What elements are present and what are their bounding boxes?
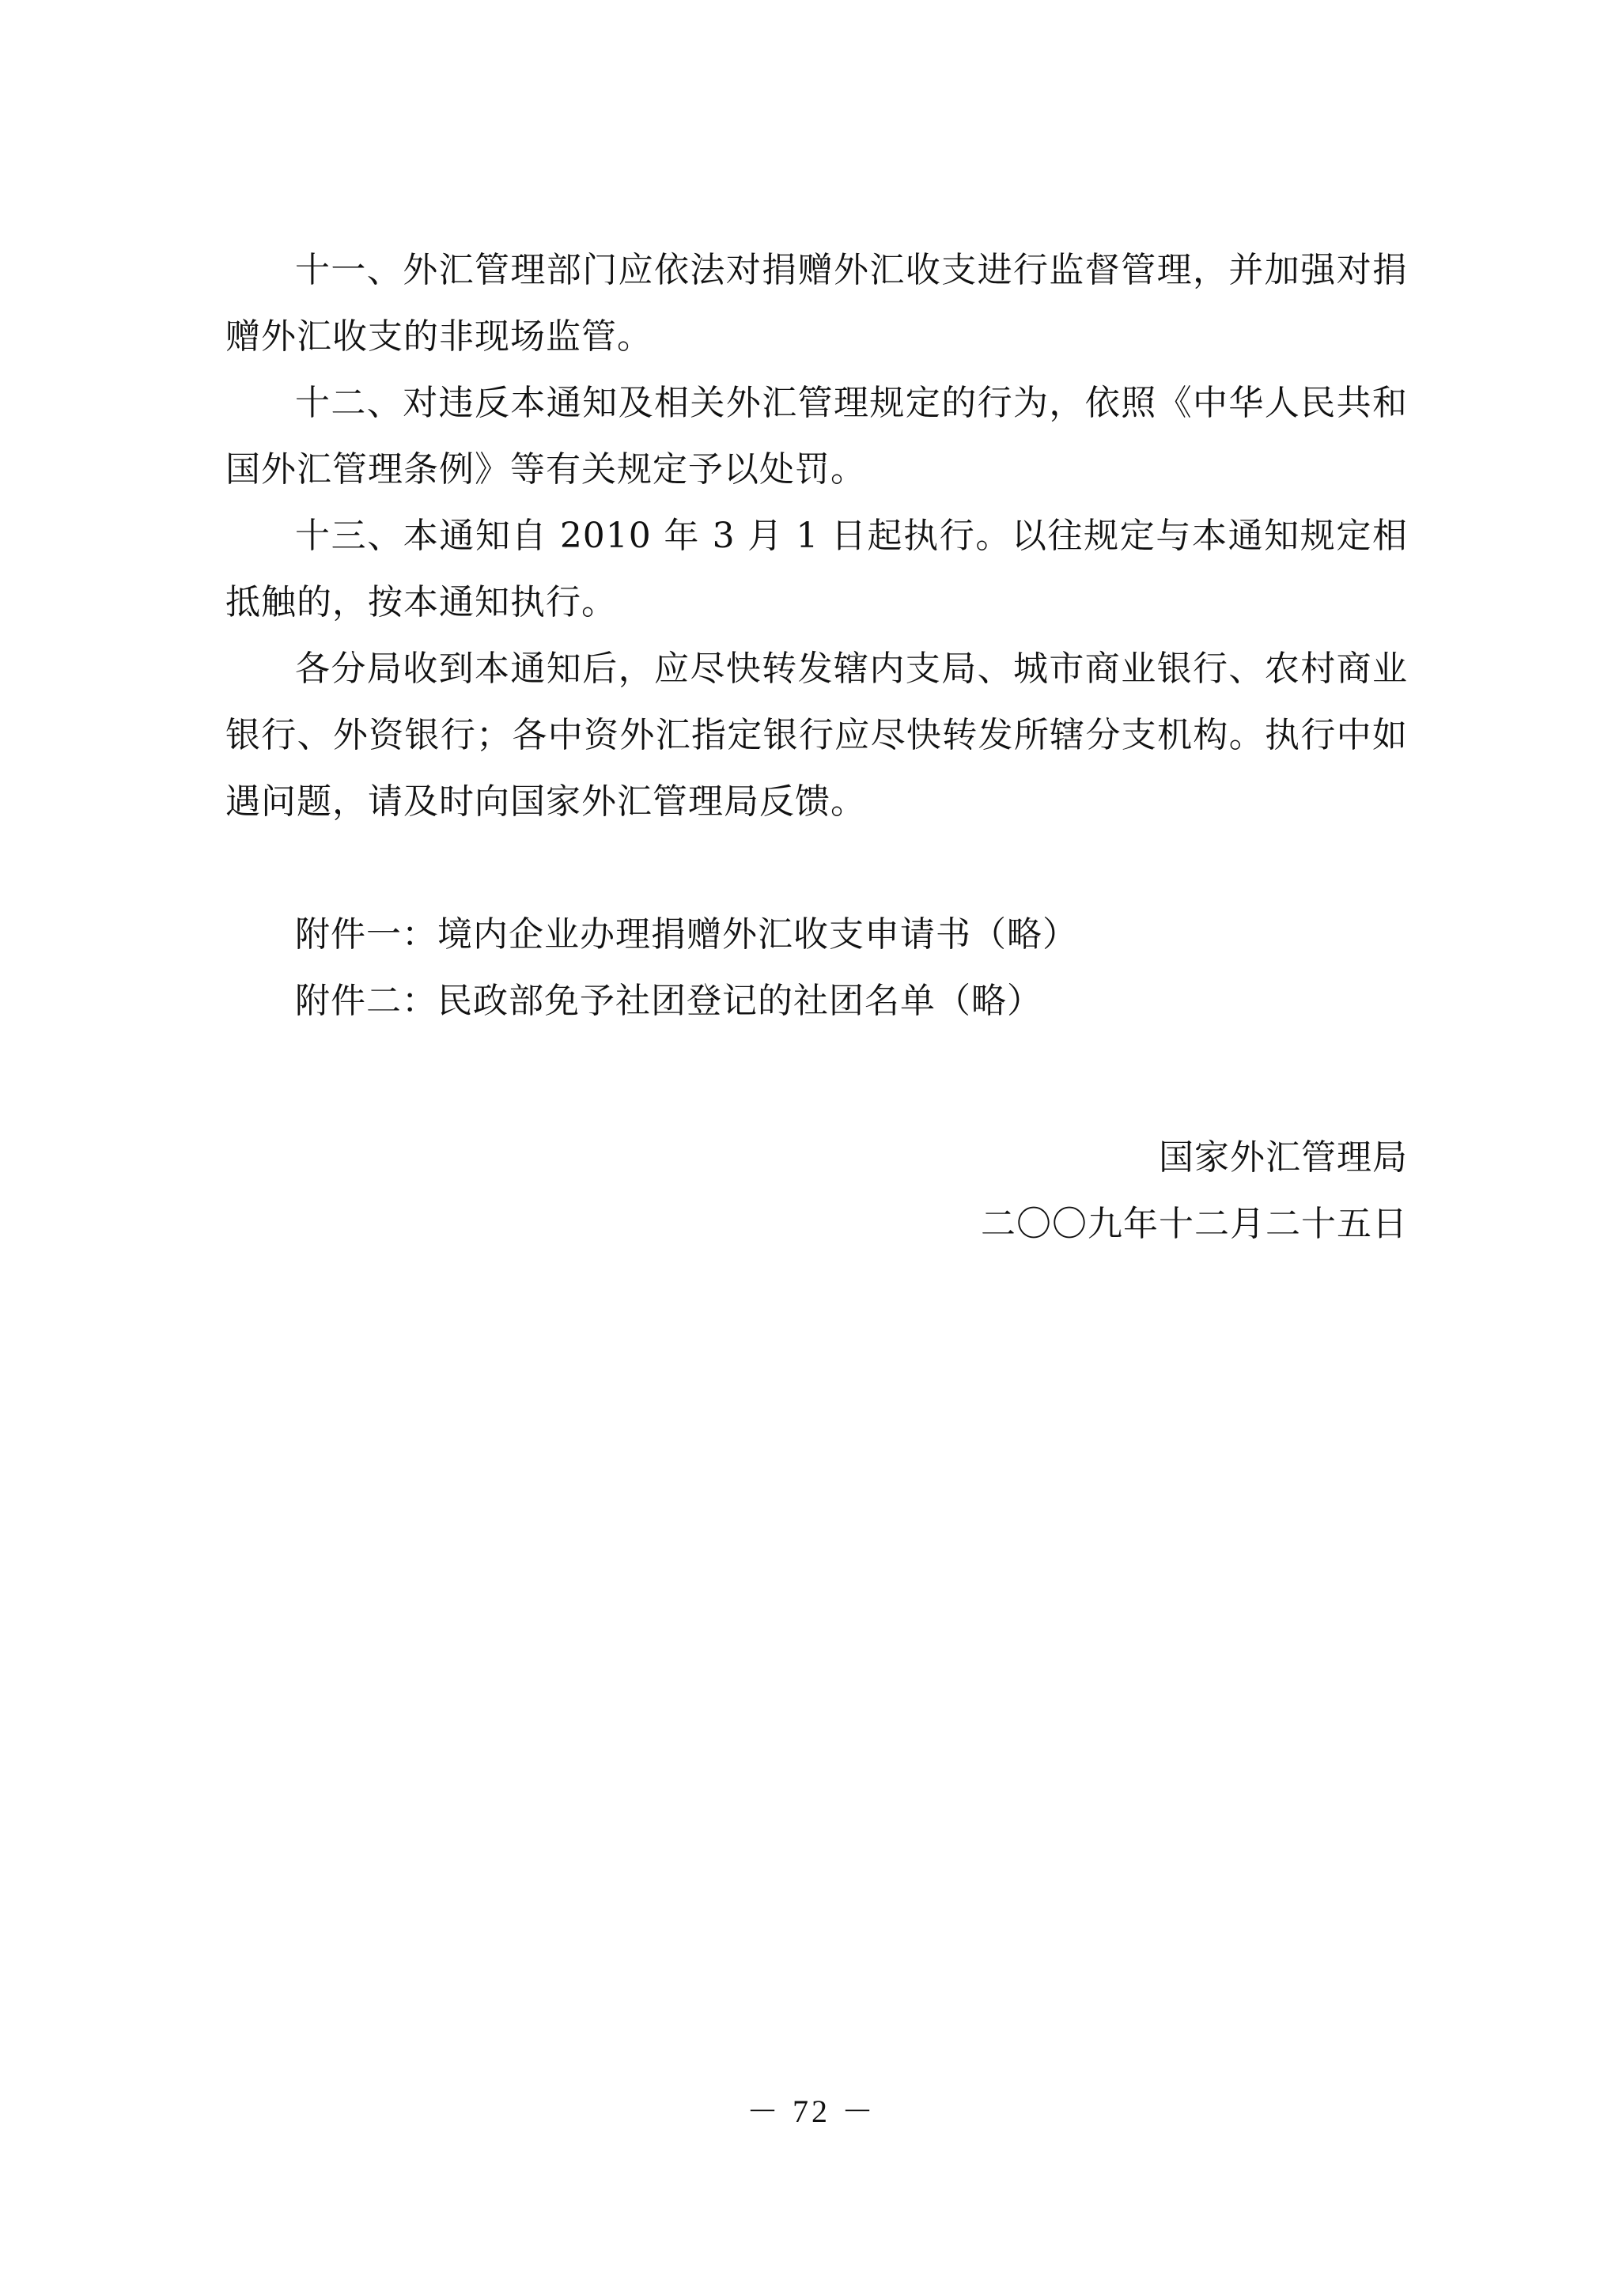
attachments-list xyxy=(225,902,1408,1035)
paragraph-article-12: 十二、对违反本通知及相关外汇管理规定的行为，依照《中华人民共和国外汇管理条例》等有关规定予以处罚。 xyxy=(225,383,1408,490)
issuer-name: 国家外汇管理局 xyxy=(1159,1137,1408,1178)
paragraph-distribution-notice: 各分局收到本通知后，应尽快转发辖内支局、城市商业银行、农村商业银行、外资银行；各中资外汇指定银行应尽快转发所辖分支机构。执行中如遇问题，请及时向国家外汇管理局反馈。 xyxy=(225,649,1408,822)
document-body xyxy=(225,237,1408,1035)
issue-date: 二〇〇九年十二月二十五日 xyxy=(981,1204,1408,1244)
attachment-item: 附件一：境内企业办理捐赠外汇收支申请书（略） xyxy=(295,914,1078,955)
paragraph-article-13: 十三、本通知自 2010 年 3 月 1 日起执行。以往规定与本通知规定相抵触的，按本通知执行。 xyxy=(225,516,1408,622)
page-number: － 72 － xyxy=(747,2094,876,2129)
paragraph-article-11: 十一、外汇管理部门应依法对捐赠外汇收支进行监督管理，并加强对捐赠外汇收支的非现场监管。 xyxy=(225,250,1408,357)
signature-block xyxy=(981,1125,1408,1258)
attachment-item: 附件二：民政部免予社团登记的社团名单（略） xyxy=(295,981,1042,1021)
